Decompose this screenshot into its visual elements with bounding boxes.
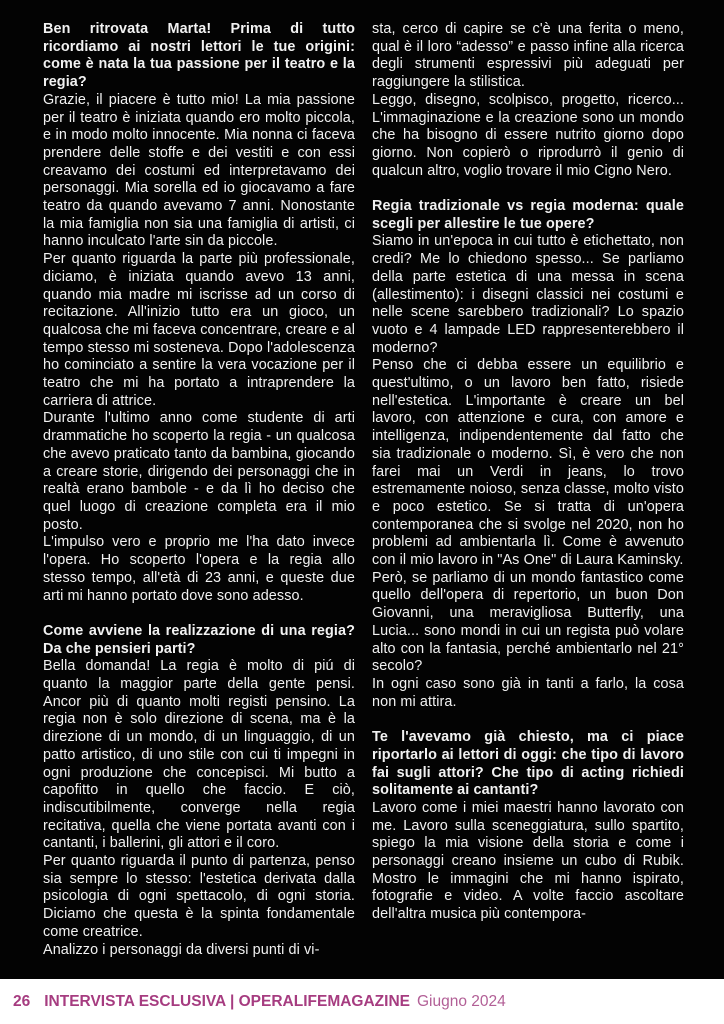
interview-answer-paragraph: Però, se parliamo di un mondo fantastico come quello dell'opera di repertorio, un buon Don Giovanni, una meravigliosa Butterfly, una Lucia... sono mondi in cui un regista può volare alto con la fantasia, perché ambientarlo nel 21° secolo?	[372, 569, 684, 675]
interview-answer-paragraph: Analizzo i personaggi da diversi punti di vi-	[43, 941, 320, 958]
footer-issue-date: Giugno 2024	[417, 992, 506, 1010]
interview-question: Come avviene la realizzazione di una regia? Da che pensieri parti?	[43, 622, 355, 657]
interview-answer-paragraph: Durante l'ultimo anno come studente di arti drammatiche ho scoperto la regia - un qualcosa che avevo praticato tanto da bambina, giocando a creare storie, dirigendo dei personaggi che in realtà erano bambole - e da lì ho deciso che quel luogo di creazione completa era il mio posto.	[43, 410, 355, 533]
page-footer	[0, 979, 724, 1024]
interview-answer-paragraph: Grazie, il piacere è tutto mio! La mia passione per il teatro è iniziata quando ero molto piccola, e in modo molto innocente. Mia nonna ci faceva prendere delle stoffe e dei vestiti e con essi creavamo dei costumi ed interpretavamo dei personaggi. Mia sorella ed io giocavamo a fare teatro da quando avevamo 7 anni. Nonostante la mia famiglia non sia una famiglia di artisti, ci hanno inculcato l'arte sin da piccole.	[43, 91, 355, 250]
interview-answer-paragraph: In ogni caso sono già in tanti a farlo, la cosa non mi attira.	[372, 676, 684, 710]
interview-answer-paragraph: Lavoro come i miei maestri hanno lavorato con me. Lavoro sulla sceneggiatura, sullo spartito, spiego la mia visione della storia e come i personaggi creano insieme un cubo di Rubik. Mostro le immagini che mi hanno ispirato, fotografie e video. A volte faccio ascoltare dell'altra musica più contempora-	[372, 799, 684, 923]
interview-question: Regia tradizionale vs regia moderna: quale scegli per allestire le tue opere?	[372, 198, 684, 232]
article-column-left	[43, 21, 355, 979]
interview-answer-paragraph: Siamo in un'epoca in cui tutto è etichettato, non credi? Me lo chiedono spesso... Se parliamo della parte estetica di una messa in scena (allestimento): i disegni classici nei costumi e nelle scene sarebbero tradizionali? Lo spazio vuoto e 4 lampade LED rappresenterebbero il moderno?	[372, 233, 684, 356]
article-column-right	[372, 21, 684, 979]
interview-answer-paragraph: Per quanto riguarda il punto di partenza, penso sia sempre lo stesso: l'estetica derivata dalla psicologia di ogni spettacolo, di ogni storia. Diciamo che questa è la spinta fondamentale come creatrice.	[43, 853, 355, 940]
interview-question: Te l'avevamo già chiesto, ma ci piace riportarlo ai lettori di oggi: che tipo di lavoro fai sugli attori? Che tipo di acting richiedi solitamente ai cantanti?	[372, 729, 684, 799]
footer-section-title: INTERVISTA ESCLUSIVA | OPERALIFEMAGAZINE	[44, 992, 410, 1010]
interview-answer-paragraph: Penso che ci debba essere un equilibrio e quest'ultimo, o un lavoro ben fatto, risiede nell'estetica. L'importante è creare un bel lavoro, con attenzione e cura, con amore e intelligenza, indipendentemente dal fatto che sia tradizionale o moderno. Sì, è vero che non farei mai un Verdi in jeans, lo trovo estremamente noioso, senza classe, molto visto e poco estetico. Se si tratta di un'opera contemporanea che si svolge nel 2020, non ho problemi ad ambientarla lì. Come è avvenuto con il mio lavoro in "As One" di Laura Kaminsky.	[372, 357, 684, 569]
interview-answer-paragraph: sta, cerco di capire se c'è una ferita o meno, qual è il loro “adesso” e passo infine alla ricerca degli strumenti espressivi più adeguati per raggiungere la stilistica.	[372, 21, 684, 91]
interview-answer-paragraph: L'impulso vero e proprio me l'ha dato invece l'opera. Ho scoperto l'opera e la regia allo stesso tempo, all'età di 23 anni, e queste due arti mi hanno portato dove sono adesso.	[43, 534, 355, 604]
interview-answer-paragraph: Leggo, disegno, scolpisco, progetto, ricerco... L'immaginazione e la creazione sono un mondo che ha bisogno di essere nutrito giorno dopo giorno. Non copierò o riprodurrò il genio di qualcun altro, voglio trovare il mio Cigno Nero.	[372, 91, 684, 179]
interview-answer-paragraph: Per quanto riguarda la parte più professionale, diciamo, è iniziata quando avevo 13 anni, quando mia madre mi iscrisse ad un corso di recitazione. All'inizio tutto era un gioco, un qualcosa che mi faceva concentrare, creare e al tempo stesso mi sosteneva. Dopo l'adolescenza ho cominciato a sentire la vera vocazione per il teatro che mi ha portato a intraprendere la carriera di attrice.	[43, 251, 356, 409]
page-number: 26	[13, 992, 31, 1010]
interview-answer-paragraph: Bella domanda! La regia è molto di piú di quanto la maggior parte della gente pensi. Ancor più di quanto molti registi pensino. La regia non è solo direzione di scena, ma è la direzione di un mondo, di un linguaggio, di un patto artistico, di uno stile con cui ti impegni in ogni produzione che concepisci. Mi butto a capofitto in quello che faccio. E ciò, indiscutibilmente, converge nella regia recitativa, quella che viene portata avanti con i cantanti, i ballerini, gli attori e il coro.	[43, 658, 355, 852]
interview-question: Ben ritrovata Marta! Prima di tutto ricordiamo ai nostri lettori le tue origini: come è nata la tua passione per il teatro e la regia?	[43, 21, 355, 91]
